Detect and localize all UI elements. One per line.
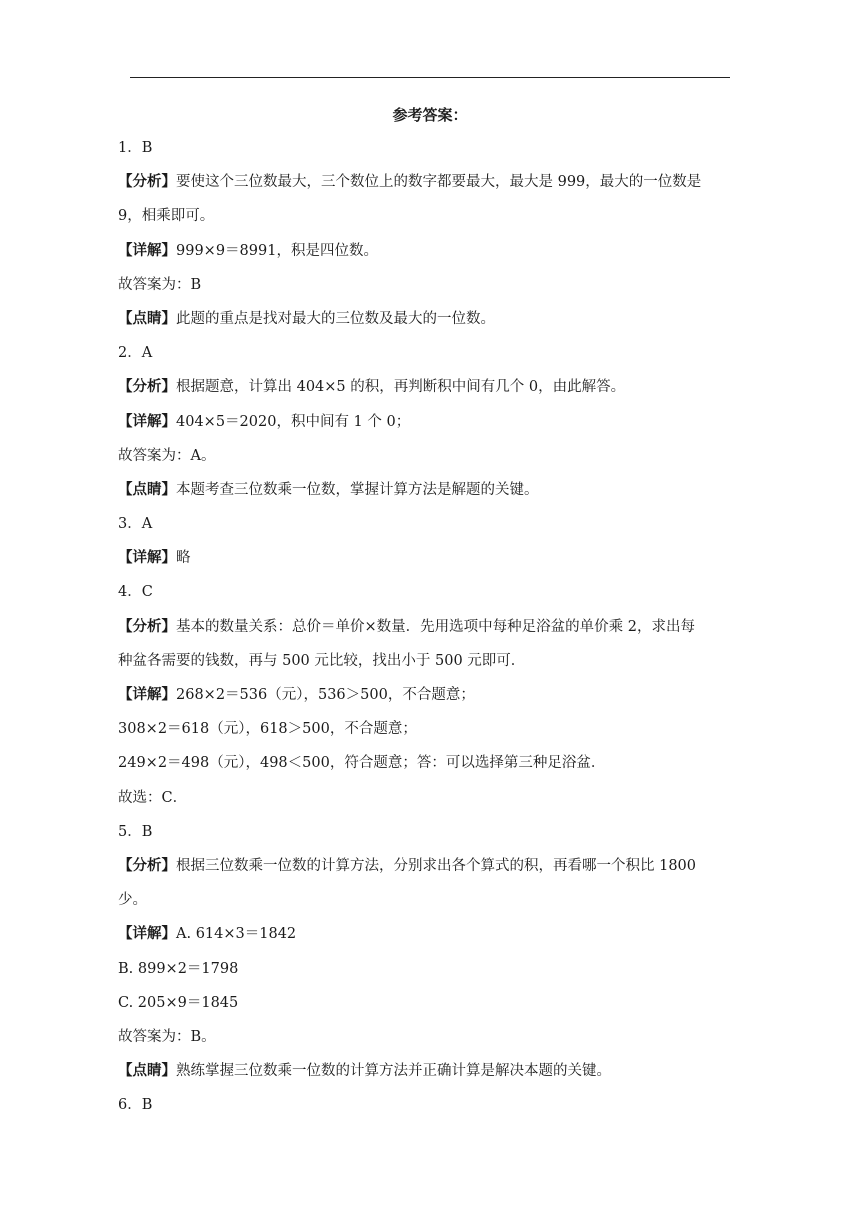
q5-analysis-line <box>118 849 736 883</box>
q2-analysis-text: 根据题意，计算出 404×5 的积，再判断积中间有几个 0，由此解答。 <box>176 379 626 396</box>
q5-comment-line <box>118 1054 736 1088</box>
q3-detail-tag: 【详解】 <box>118 550 176 567</box>
q2-comment-line <box>118 473 736 507</box>
q4-detail-text: 268×2＝536（元），536＞500，不合题意； <box>176 687 475 703</box>
q5-number: 5．B <box>118 823 153 840</box>
q2-comment-tag: 【点睛】 <box>118 481 176 498</box>
q3-detail-line <box>118 541 736 575</box>
q1-analysis-tag: 【分析】 <box>118 174 176 191</box>
q5-detail-cont-1: B. 899×2＝1798 <box>118 960 239 977</box>
q1-detail-text: 999×9＝8991，积是四位数。 <box>176 242 378 259</box>
q1-analysis-cont: 9，相乘即可。 <box>118 208 215 225</box>
q2-detail-line <box>118 405 736 439</box>
q2-answer: 故答案为：A。 <box>118 447 216 464</box>
q5-detail-text: A. 614×3＝1842 <box>176 926 297 943</box>
answer-content <box>118 131 736 1122</box>
q4-analysis-cont: 种盆各需要的钱数，再与 500 元比较，找出小于 500 元即可． <box>118 652 526 669</box>
q2-analysis-line <box>118 370 736 404</box>
q3-detail-text: 略 <box>176 550 191 567</box>
q5-detail-cont-2: C. 205×9＝1845 <box>118 994 239 1011</box>
q6-number: 6．B <box>118 1097 153 1114</box>
q4-number: 4．C <box>118 584 153 601</box>
q1-number: 1．B <box>118 140 153 156</box>
q4-answer: 故选：C． <box>118 789 188 806</box>
q1-detail-line <box>118 234 736 268</box>
q3-number: 3．A <box>118 516 153 533</box>
q4-analysis-tag: 【分析】 <box>118 618 176 635</box>
q4-analysis-line <box>118 610 736 644</box>
q1-answer: 故答案为：B <box>118 276 202 293</box>
q1-comment-tag: 【点睛】 <box>118 310 176 327</box>
q4-detail-tag: 【详解】 <box>118 687 176 703</box>
q2-number: 2．A <box>118 345 153 362</box>
q2-detail-text: 404×5＝2020，积中间有 1 个 0； <box>176 413 411 430</box>
q5-answer: 故答案为：B。 <box>118 1028 216 1045</box>
q4-detail-line <box>118 678 736 712</box>
q5-analysis-cont: 少。 <box>118 892 147 909</box>
q4-analysis-text: 基本的数量关系：总价＝单价×数量．先用选项中每种足浴盆的单价乘 2，求出每 <box>176 618 695 635</box>
q5-analysis-text: 根据三位数乘一位数的计算方法，分别求出各个算式的积，再看哪一个积比 1800 <box>176 857 697 874</box>
q4-detail-cont-1: 308×2＝618（元），618＞500，不合题意； <box>118 721 417 738</box>
q4-detail-cont-2: 249×2＝498（元），498＜500，符合题意；答：可以选择第三种足浴盆． <box>118 755 606 772</box>
q1-analysis-text: 要使这个三位数最大，三个数位上的数字都要最大，最大是 999，最大的一位数是 <box>176 174 702 191</box>
q5-analysis-tag: 【分析】 <box>118 857 176 874</box>
q2-comment-text: 本题考查三位数乘一位数，掌握计算方法是解题的关键。 <box>176 481 539 498</box>
header-rule <box>130 77 730 78</box>
q1-comment-text: 此题的重点是找对最大的三位数及最大的一位数。 <box>176 310 495 327</box>
page-title: 参考答案： <box>392 106 468 124</box>
q5-detail-tag: 【详解】 <box>118 926 176 943</box>
q5-comment-text: 熟练掌握三位数乘一位数的计算方法并正确计算是解决本题的关键。 <box>176 1063 611 1080</box>
q2-analysis-tag: 【分析】 <box>118 379 176 396</box>
q1-detail-tag: 【详解】 <box>118 242 176 259</box>
q5-comment-tag: 【点睛】 <box>118 1063 176 1080</box>
q2-detail-tag: 【详解】 <box>118 413 176 430</box>
q1-comment-line <box>118 302 736 336</box>
q5-detail-line <box>118 917 736 951</box>
q1-analysis-line <box>118 165 736 199</box>
